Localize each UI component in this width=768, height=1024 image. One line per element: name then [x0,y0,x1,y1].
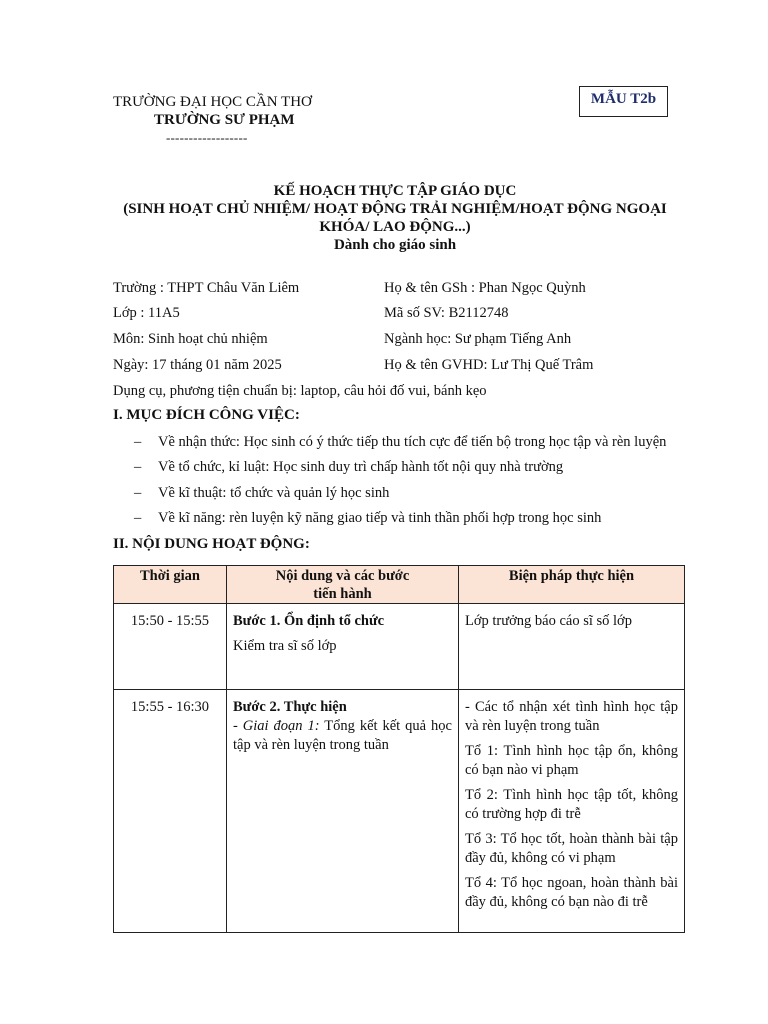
class-field: Lớp : 11A5 [113,305,180,321]
method-text: Tổ 1: Tình hình học tập ổn, không có bạn nào vi phạm [465,743,678,778]
header-time-label: Thời gian [139,568,200,584]
title-line-1: KẾ HOẠCH THỰC TẬP GIÁO DỤC [273,183,517,199]
purpose-item-text: Về kĩ năng: rèn luyện kỹ năng giao tiếp và tinh thần phối hợp trong học sinh [158,510,602,526]
faculty-name: TRƯỜNG SƯ PHẠM [154,112,295,128]
time-value: 15:50 - 15:55 [130,613,210,629]
school-field: Trường : THPT Châu Văn Liêm [113,280,300,296]
bullet-dash: – [134,459,142,475]
header-content-line-1: Nội dung và các bước [275,568,410,584]
method-text: Lớp trưởng báo cáo sĩ số lớp [465,613,632,629]
table-row [114,604,685,690]
student-name-field: Họ & tên GSh : Phan Ngọc Quỳnh [384,280,586,296]
section-1-heading: I. MỤC ĐÍCH CÔNG VIỆC: [113,407,300,423]
step-title: Bước 2. Thực hiện [233,699,347,715]
step-title: Bước 1. Ổn định tổ chức [233,613,385,629]
step-text: Kiểm tra sĩ số lớp [233,638,337,654]
subject-field: Môn: Sinh hoạt chủ nhiệm [113,331,268,347]
method-cell [459,690,685,933]
table-row [114,690,685,933]
method-text: Tổ 2: Tình hình học tập tốt, không có trường hợp đi trễ [465,787,678,822]
date-field: Ngày: 17 tháng 01 năm 2025 [113,357,282,373]
university-name: TRƯỜNG ĐẠI HỌC CẦN THƠ [113,94,312,110]
header-separator: ------------------ [166,130,248,145]
form-code-box: MẪU T2b [579,86,668,117]
header-content-line-2: tiến hành [313,586,372,602]
header-method [459,566,685,604]
method-text: Tổ 3: Tổ học tốt, hoàn thành bài tập đầy đủ, không có vi phạm [465,831,678,866]
info-row-3 [113,331,713,348]
info-row-1 [113,280,713,297]
bullet-dash: – [134,434,142,450]
time-cell [114,604,227,690]
step-phase [233,717,452,755]
title-line-2: (SINH HOẠT CHỦ NHIỆM/ HOẠT ĐỘNG TRẢI NGHIỆM/HOẠT ĐỘNG NGOẠI [123,201,667,217]
header-time [114,566,227,604]
bullet-dash: – [134,510,142,526]
purpose-item-text: Về tổ chức, kỉ luật: Học sinh duy trì chấp hành tốt nội quy nhà trường [158,459,564,475]
activity-table [113,565,685,933]
time-cell [114,690,227,933]
method-cell [459,604,685,690]
document-title [100,182,690,254]
header-content [227,566,459,604]
header-method-label: Biện pháp thực hiện [508,568,635,584]
method-text: - Các tổ nhận xét tình hình học tập và rèn luyện trong tuần [465,699,678,734]
info-row-2 [113,305,713,322]
content-cell [227,604,459,690]
phase-label: - Giai đoạn 1: [233,718,320,734]
supervisor-field: Họ & tên GVHD: Lư Thị Quế Trâm [384,357,594,373]
purpose-item-text: Về nhận thức: Học sinh có ý thức tiếp thu tích cực để tiến bộ trong học tập và rèn luyện [158,434,667,450]
title-line-3: KHÓA/ LAO ĐỘNG...) [319,219,471,235]
title-line-4: Dành cho giáo sinh [333,237,457,253]
time-value: 15:55 - 16:30 [130,699,210,715]
bullet-dash: – [134,485,142,501]
info-row-5 [113,383,713,400]
table-header-row [114,566,685,604]
method-text: Tổ 4: Tổ học ngoan, hoàn thành bài đầy đủ, không có bạn nào đi trễ [465,875,678,910]
info-row-4 [113,357,713,374]
major-field: Ngành học: Sư phạm Tiếng Anh [384,331,572,347]
purpose-item-text: Về kĩ thuật: tổ chức và quản lý học sinh [158,485,390,501]
content-cell [227,690,459,933]
section-2-heading: II. NỘI DUNG HOẠT ĐỘNG: [113,536,310,552]
materials-field: Dụng cụ, phương tiện chuẩn bị: laptop, câu hỏi đố vui, bánh kẹo [113,383,487,399]
student-id-field: Mã số SV: B2112748 [384,305,509,321]
phase-text: Tổng kết kết quả học tập và rèn luyện trong tuần [233,718,452,753]
